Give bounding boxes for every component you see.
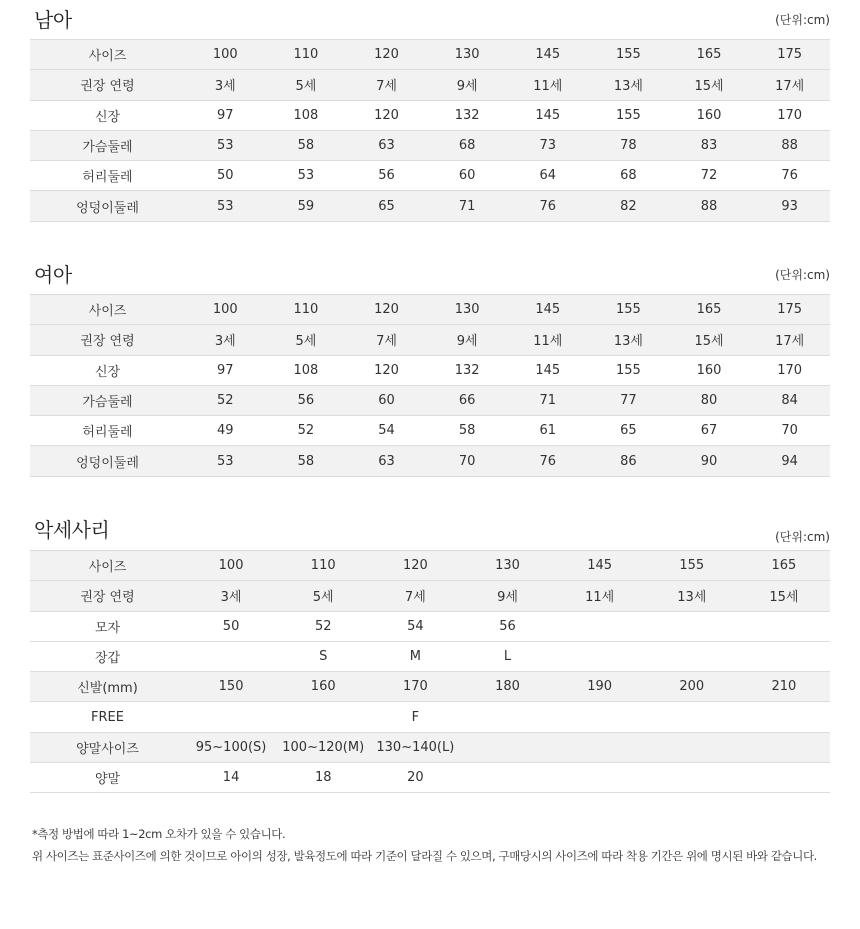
table-row [30, 100, 830, 130]
row-label: 허리둘레 [30, 161, 185, 191]
table-cell [185, 641, 277, 671]
table-cell: M [369, 641, 461, 671]
table-cell: 80 [669, 385, 750, 415]
table-cell: 145 [508, 355, 589, 385]
table-cell: 58 [427, 416, 508, 446]
table-cell: S [277, 641, 369, 671]
table-cell: 13세 [646, 581, 738, 611]
table-cell: 120 [346, 100, 427, 130]
table-cell [646, 611, 738, 641]
row-label: 권장 연령 [30, 70, 185, 100]
table-cell: 120 [346, 295, 427, 325]
table-cell: 73 [508, 130, 589, 160]
table-cell: 5세 [277, 581, 369, 611]
table-cell: 58 [266, 446, 347, 476]
table-cell: 76 [508, 446, 589, 476]
row-label: 권장 연령 [30, 325, 185, 355]
table-cell: 95~100(S) [185, 732, 277, 762]
table-cell [185, 702, 277, 732]
table-cell: 11세 [508, 325, 589, 355]
unit-label: (단위:cm) [775, 13, 830, 27]
table-cell: 66 [427, 385, 508, 415]
table-cell: 59 [266, 191, 347, 221]
table-cell: 200 [646, 672, 738, 702]
table-cell: 15세 [669, 325, 750, 355]
row-label: 양말 [30, 763, 185, 793]
table-cell: 155 [588, 295, 669, 325]
row-label: 신장 [30, 100, 185, 130]
table-cell: 110 [266, 40, 347, 70]
table-cell: 9세 [461, 581, 553, 611]
table-cell: 100 [185, 40, 266, 70]
size-table-accessories [30, 550, 830, 793]
table-cell: 170 [749, 100, 830, 130]
table-row [30, 355, 830, 385]
table-cell: 175 [749, 40, 830, 70]
table-row [30, 385, 830, 415]
table-cell: 5세 [266, 70, 347, 100]
table-cell [277, 702, 369, 732]
table-cell [646, 732, 738, 762]
table-cell: L [461, 641, 553, 671]
table-cell: 3세 [185, 581, 277, 611]
table-cell: 63 [346, 446, 427, 476]
table-cell: 54 [346, 416, 427, 446]
size-table-boys [30, 39, 830, 222]
table-cell: 110 [277, 551, 369, 581]
note-measurement: *측정 방법에 따라 1~2cm 오차가 있을 수 있습니다. [32, 827, 286, 841]
table-cell: 94 [749, 446, 830, 476]
table-cell: 60 [427, 161, 508, 191]
section-title: 여아 [34, 263, 72, 287]
table-cell: 3세 [185, 325, 266, 355]
table-cell: 132 [427, 100, 508, 130]
table-cell: 145 [554, 551, 646, 581]
table-row [30, 581, 830, 611]
table-cell [554, 732, 646, 762]
table-cell: 70 [749, 416, 830, 446]
table-cell: 53 [266, 161, 347, 191]
table-cell: 15세 [738, 581, 830, 611]
table-cell: 53 [185, 446, 266, 476]
table-cell: 155 [646, 551, 738, 581]
table-cell [738, 732, 830, 762]
row-label: 신장 [30, 355, 185, 385]
table-cell: 165 [738, 551, 830, 581]
table-cell [646, 763, 738, 793]
table-cell: 165 [669, 295, 750, 325]
table-cell: 120 [346, 40, 427, 70]
table-cell: 130 [427, 40, 508, 70]
table-cell [554, 611, 646, 641]
table-cell: 65 [588, 416, 669, 446]
table-cell: 100 [185, 551, 277, 581]
table-cell: 78 [588, 130, 669, 160]
table-row [30, 672, 830, 702]
table-cell: 88 [669, 191, 750, 221]
table-row [30, 732, 830, 762]
table-cell: 155 [588, 40, 669, 70]
table-cell: 52 [277, 611, 369, 641]
row-label: 신발(mm) [30, 672, 185, 702]
table-cell [738, 641, 830, 671]
table-cell: F [369, 702, 461, 732]
table-cell: 20 [369, 763, 461, 793]
table-cell: 108 [266, 355, 347, 385]
table-cell: 145 [508, 100, 589, 130]
table-cell: 53 [185, 130, 266, 160]
table-cell: 180 [461, 672, 553, 702]
section-title: 남아 [34, 8, 72, 32]
row-label: 가슴둘레 [30, 385, 185, 415]
table-cell [461, 702, 553, 732]
table-cell: 76 [749, 161, 830, 191]
table-cell: 50 [185, 161, 266, 191]
table-row [30, 446, 830, 476]
section-title: 악세사리 [34, 518, 110, 542]
table-cell: 110 [266, 295, 347, 325]
table-row [30, 611, 830, 641]
table-cell: 130 [461, 551, 553, 581]
table-cell: 170 [369, 672, 461, 702]
table-cell [554, 702, 646, 732]
table-cell: 5세 [266, 325, 347, 355]
table-cell: 84 [749, 385, 830, 415]
table-cell [461, 763, 553, 793]
table-cell: 7세 [346, 325, 427, 355]
table-cell: 60 [346, 385, 427, 415]
row-label: 엉덩이둘레 [30, 191, 185, 221]
table-cell: 175 [749, 295, 830, 325]
table-row [30, 70, 830, 100]
table-cell: 120 [369, 551, 461, 581]
table-cell: 100~120(M) [277, 732, 369, 762]
table-cell: 83 [669, 130, 750, 160]
table-cell: 11세 [554, 581, 646, 611]
table-cell: 58 [266, 130, 347, 160]
table-cell: 210 [738, 672, 830, 702]
table-cell: 72 [669, 161, 750, 191]
row-label: 가슴둘레 [30, 130, 185, 160]
table-row [30, 416, 830, 446]
table-cell: 3세 [185, 70, 266, 100]
table-cell [554, 763, 646, 793]
table-row [30, 702, 830, 732]
table-cell: 7세 [346, 70, 427, 100]
table-cell: 50 [185, 611, 277, 641]
table-row [30, 40, 830, 70]
table-cell: 130 [427, 295, 508, 325]
table-cell: 170 [749, 355, 830, 385]
table-cell: 160 [669, 100, 750, 130]
table-cell: 86 [588, 446, 669, 476]
table-cell: 18 [277, 763, 369, 793]
table-cell: 63 [346, 130, 427, 160]
table-cell: 15세 [669, 70, 750, 100]
table-cell: 90 [669, 446, 750, 476]
table-cell [554, 641, 646, 671]
table-cell: 53 [185, 191, 266, 221]
table-cell: 13세 [588, 325, 669, 355]
table-cell: 160 [277, 672, 369, 702]
table-cell: 120 [346, 355, 427, 385]
table-cell: 65 [346, 191, 427, 221]
table-cell: 71 [508, 385, 589, 415]
table-cell: 165 [669, 40, 750, 70]
table-cell: 160 [669, 355, 750, 385]
unit-label: (단위:cm) [775, 530, 830, 544]
row-label: 양말사이즈 [30, 732, 185, 762]
note-standard-size: 위 사이즈는 표준사이즈에 의한 것이므로 아이의 성장, 발육정도에 따라 기준이 달라질 수 있으며, 구매당시의 사이즈에 따라 착용 기간은 위에 명시된 바와 같습니다. [32, 849, 817, 863]
table-cell: 97 [185, 355, 266, 385]
table-row [30, 161, 830, 191]
table-cell: 70 [427, 446, 508, 476]
table-cell: 54 [369, 611, 461, 641]
size-table-girls [30, 294, 830, 477]
table-cell [646, 641, 738, 671]
table-cell: 130~140(L) [369, 732, 461, 762]
row-label: FREE [30, 702, 185, 732]
table-cell: 11세 [508, 70, 589, 100]
table-cell: 100 [185, 295, 266, 325]
table-row [30, 191, 830, 221]
table-cell: 108 [266, 100, 347, 130]
table-cell: 150 [185, 672, 277, 702]
table-cell: 9세 [427, 325, 508, 355]
table-row [30, 551, 830, 581]
table-cell [461, 732, 553, 762]
table-cell [738, 611, 830, 641]
table-cell: 68 [588, 161, 669, 191]
table-cell: 82 [588, 191, 669, 221]
table-cell: 145 [508, 40, 589, 70]
table-cell: 56 [461, 611, 553, 641]
table-cell: 13세 [588, 70, 669, 100]
table-cell: 71 [427, 191, 508, 221]
row-label: 엉덩이둘레 [30, 446, 185, 476]
row-label: 모자 [30, 611, 185, 641]
table-cell: 9세 [427, 70, 508, 100]
table-cell: 17세 [749, 325, 830, 355]
table-row [30, 130, 830, 160]
table-cell: 7세 [369, 581, 461, 611]
table-cell: 76 [508, 191, 589, 221]
size-notes [32, 823, 832, 867]
table-cell: 132 [427, 355, 508, 385]
table-row [30, 763, 830, 793]
table-cell [646, 702, 738, 732]
table-cell: 155 [588, 355, 669, 385]
table-cell: 64 [508, 161, 589, 191]
table-cell: 56 [266, 385, 347, 415]
row-label: 권장 연령 [30, 581, 185, 611]
unit-label: (단위:cm) [775, 268, 830, 282]
table-cell: 52 [266, 416, 347, 446]
table-cell: 61 [508, 416, 589, 446]
table-cell: 67 [669, 416, 750, 446]
table-cell [738, 763, 830, 793]
table-cell [738, 702, 830, 732]
table-cell: 14 [185, 763, 277, 793]
table-cell: 77 [588, 385, 669, 415]
row-label: 사이즈 [30, 295, 185, 325]
table-cell: 52 [185, 385, 266, 415]
table-cell: 145 [508, 295, 589, 325]
row-label: 허리둘레 [30, 416, 185, 446]
table-cell: 56 [346, 161, 427, 191]
table-cell: 93 [749, 191, 830, 221]
row-label: 사이즈 [30, 551, 185, 581]
row-label: 사이즈 [30, 40, 185, 70]
table-cell: 97 [185, 100, 266, 130]
table-row [30, 295, 830, 325]
table-cell: 155 [588, 100, 669, 130]
table-cell: 17세 [749, 70, 830, 100]
table-cell: 49 [185, 416, 266, 446]
table-cell: 68 [427, 130, 508, 160]
row-label: 장갑 [30, 641, 185, 671]
table-cell: 190 [554, 672, 646, 702]
table-row [30, 325, 830, 355]
table-cell: 88 [749, 130, 830, 160]
table-row [30, 641, 830, 671]
